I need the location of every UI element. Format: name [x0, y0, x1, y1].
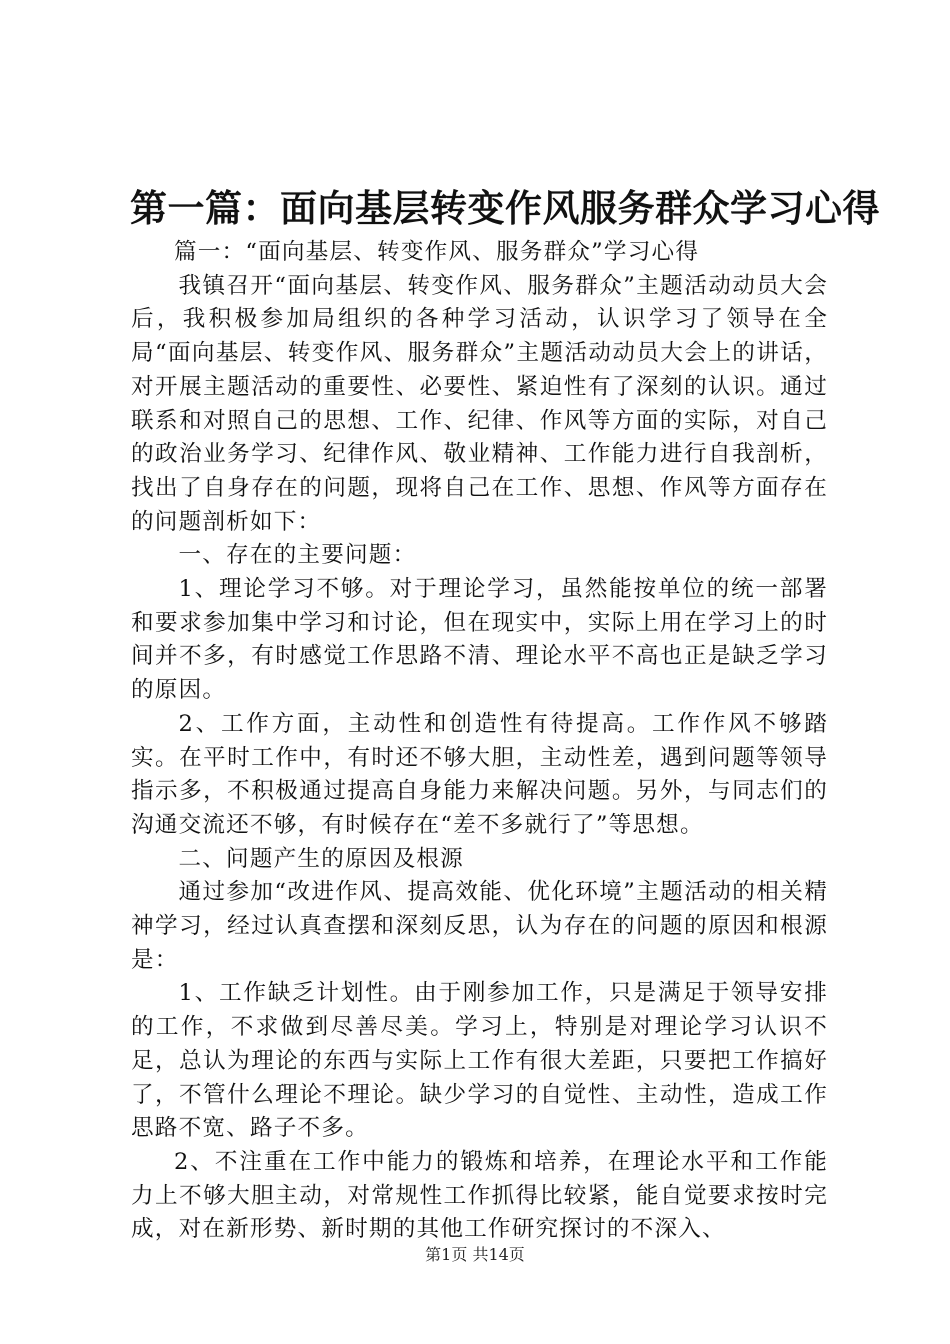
cause-item-1: 1、工作缺乏计划性。由于刚参加工作，只是满足于领导安排的工作，不求做到尽善尽美。学习上，特别是对理论学习认识不足，总认为理论的东西与实际上工作有很大差距，只要把工作搞好了，不管什么理论不理论。缺少学习的自觉性、主动性，造成工作思路不宽、路子不多。: [131, 980, 828, 1142]
causes-intro-paragraph: 通过参加“改进作风、提高效能、优化环境”主题活动的相关精神学习，经过认真查摆和深刻反思，认为存在的问题的原因和根源是：: [131, 879, 828, 973]
cause-item-2: 2、不注重在工作中能力的锻炼和培养，在理论水平和工作能力上不够大胆主动，对常规性工作抓得比较紧，能自觉要求按时完成，对在新形势、新时期的其他工作研究探讨的不深入、: [131, 1148, 828, 1243]
problem-item-2: 2、工作方面，主动性和创造性有待提高。工作作风不够踏实。在平时工作中，有时还不够大胆，主动性差，遇到问题等领导指示多，不积极通过提高自身能力来解决问题。另外，与同志们的沟通交流还不够，有时候存在“差不多就行了”等思想。: [131, 710, 828, 838]
section-heading-problems: 一、存在的主要问题：: [178, 542, 417, 569]
document-title: 第一篇：面向基层转变作风服务群众学习心得: [130, 186, 880, 230]
intro-paragraph: 我镇召开“面向基层、转变作风、服务群众”主题活动动员大会后，我积极参加局组织的各种学习活动，认识学习了领导在全局“面向基层、转变作风、服务群众”主题活动动员大会上的讲话，对开展主题活动的重要性、必要性、紧迫性有了深刻的认识。通过联系和对照自己的思想、工作、纪律、作风等方面的实际，对自己的政治业务学习、纪律作风、敬业精神、工作能力进行自我剖析，找出了自身存在的问题，现将自己在工作、思想、作风等方面存在的问题剖析如下：: [131, 272, 828, 535]
problem-item-1: 1、理论学习不够。对于理论学习，虽然能按单位的统一部署和要求参加集中学习和讨论，但在现实中，实际上用在学习上的时间并不多，有时感觉工作思路不清、理论水平不高也正是缺乏学习的原因。: [131, 576, 828, 704]
document-body: [131, 236, 828, 1247]
page-footer: 第1页 共14页: [425, 1245, 525, 1264]
section-heading-causes: 二、问题产生的原因及根源: [178, 845, 464, 872]
subtitle-paragraph: 篇一：“面向基层、转变作风、服务群众”学习心得: [173, 239, 700, 265]
